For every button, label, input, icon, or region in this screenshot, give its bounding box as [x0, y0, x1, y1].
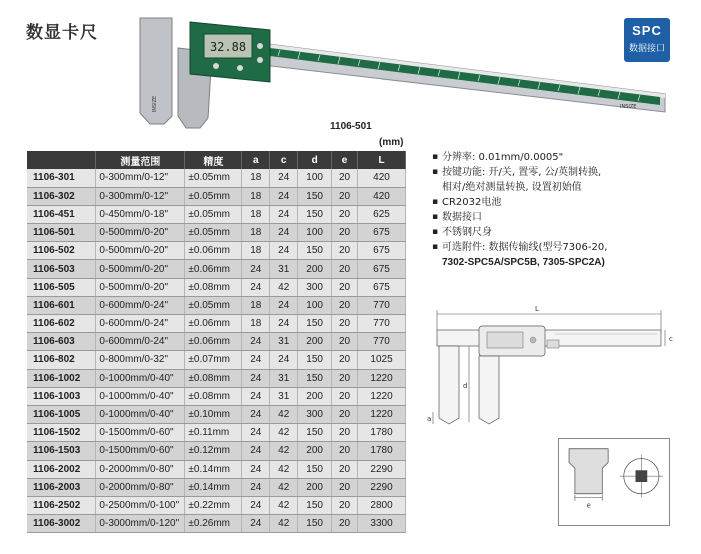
cell-e: 20: [332, 405, 358, 423]
cell-range: 0-600mm/0-24": [96, 315, 185, 333]
display-reading: 32.88: [209, 40, 247, 54]
table-row: [27, 351, 406, 369]
table-row: [27, 169, 406, 187]
header-accuracy: 精度: [185, 151, 242, 169]
product-model-label: 1106-501: [330, 121, 372, 132]
cell-c: 31: [270, 369, 298, 387]
cell-range: 0-1000mm/0-40": [96, 405, 185, 423]
cell-e: 20: [332, 296, 358, 314]
cell-model: 1106-301: [27, 169, 96, 187]
cell-model: 1106-601: [27, 296, 96, 314]
cell-d: 150: [298, 242, 332, 260]
cell-a: 24: [242, 333, 270, 351]
cell-model: 1106-2502: [27, 496, 96, 514]
cell-model: 1106-1502: [27, 424, 96, 442]
cell-c: 24: [270, 242, 298, 260]
cell-d: 200: [298, 333, 332, 351]
cell-accuracy: ±0.22mm: [185, 496, 242, 514]
cell-e: 20: [332, 496, 358, 514]
cell-a: 18: [242, 187, 270, 205]
cell-d: 150: [298, 205, 332, 223]
cell-c: 42: [270, 405, 298, 423]
cell-d: 150: [298, 515, 332, 533]
cell-d: 100: [298, 224, 332, 242]
cell-a: 24: [242, 278, 270, 296]
cell-e: 20: [332, 333, 358, 351]
cell-model: 1106-302: [27, 187, 96, 205]
cell-d: 150: [298, 496, 332, 514]
spc-badge-label: SPC: [632, 23, 662, 38]
cell-e: 20: [332, 442, 358, 460]
cell-c: 42: [270, 278, 298, 296]
cell-e: 20: [332, 460, 358, 478]
dim-label-d: d: [463, 382, 468, 390]
cell-l: 2800: [358, 496, 406, 514]
cell-a: 18: [242, 205, 270, 223]
cell-a: 24: [242, 405, 270, 423]
cell-l: 675: [358, 278, 406, 296]
cell-model: 1106-1503: [27, 442, 96, 460]
cell-accuracy: ±0.08mm: [185, 278, 242, 296]
cell-range: 0-1000mm/0-40": [96, 369, 185, 387]
cell-e: 20: [332, 169, 358, 187]
feature-list: [432, 150, 697, 270]
table-row: [27, 260, 406, 278]
page-title: 数显卡尺: [26, 23, 98, 43]
spec-table-body: [27, 169, 406, 533]
feature-item-accessory-cont: 7302-SPC5A/SPC5B, 7305-SPC2A): [442, 257, 605, 268]
cell-c: 24: [270, 224, 298, 242]
table-row: [27, 333, 406, 351]
cell-e: 20: [332, 351, 358, 369]
cell-l: 770: [358, 296, 406, 314]
spc-badge-sub: 数据接口: [628, 44, 665, 54]
cell-d: 150: [298, 351, 332, 369]
table-row: [27, 405, 406, 423]
cell-accuracy: ±0.05mm: [185, 187, 242, 205]
cell-model: 1106-503: [27, 260, 96, 278]
cell-e: 20: [332, 387, 358, 405]
jaw-detail-inset: [558, 438, 670, 526]
cell-d: 150: [298, 187, 332, 205]
cell-model: 1106-802: [27, 351, 96, 369]
table-row: [27, 387, 406, 405]
cell-c: 31: [270, 260, 298, 278]
cell-l: 1780: [358, 424, 406, 442]
cell-d: 200: [298, 387, 332, 405]
cell-range: 0-1000mm/0-40": [96, 387, 185, 405]
cell-d: 300: [298, 278, 332, 296]
cell-accuracy: ±0.06mm: [185, 260, 242, 278]
cell-c: 42: [270, 496, 298, 514]
cell-e: 20: [332, 424, 358, 442]
cell-accuracy: ±0.11mm: [185, 424, 242, 442]
cell-accuracy: ±0.06mm: [185, 242, 242, 260]
header-model: [27, 151, 96, 169]
cell-range: 0-2000mm/0-80": [96, 478, 185, 496]
cell-range: 0-2500mm/0-100": [96, 496, 185, 514]
cell-l: 770: [358, 315, 406, 333]
cell-e: 20: [332, 369, 358, 387]
cell-d: 300: [298, 405, 332, 423]
cell-c: 24: [270, 187, 298, 205]
cell-model: 1106-602: [27, 315, 96, 333]
cell-range: 0-500mm/0-20": [96, 224, 185, 242]
cell-accuracy: ±0.14mm: [185, 478, 242, 496]
cell-d: 150: [298, 369, 332, 387]
cell-a: 18: [242, 224, 270, 242]
table-row: [27, 369, 406, 387]
cell-a: 24: [242, 351, 270, 369]
table-row: [27, 224, 406, 242]
cell-model: 1106-501: [27, 224, 96, 242]
cell-range: 0-300mm/0-12": [96, 169, 185, 187]
dim-label-a: a: [427, 415, 432, 423]
cell-c: 24: [270, 351, 298, 369]
cell-e: 20: [332, 260, 358, 278]
cell-model: 1106-502: [27, 242, 96, 260]
cell-range: 0-1500mm/0-60": [96, 424, 185, 442]
cell-l: 770: [358, 333, 406, 351]
cell-c: 24: [270, 205, 298, 223]
cell-a: 18: [242, 315, 270, 333]
cell-c: 42: [270, 478, 298, 496]
cell-l: 1780: [358, 442, 406, 460]
spec-table: [27, 151, 406, 533]
cell-range: 0-3000mm/0-120": [96, 515, 185, 533]
header-a: a: [242, 151, 270, 169]
header-range: 测量范围: [96, 151, 185, 169]
cell-accuracy: ±0.14mm: [185, 460, 242, 478]
cell-c: 31: [270, 387, 298, 405]
cell-accuracy: ±0.26mm: [185, 515, 242, 533]
dimension-diagram: [425, 300, 693, 435]
cell-d: 200: [298, 260, 332, 278]
cell-c: 42: [270, 424, 298, 442]
cell-l: 675: [358, 224, 406, 242]
cell-a: 24: [242, 496, 270, 514]
cell-d: 100: [298, 169, 332, 187]
table-row: [27, 205, 406, 223]
cell-e: 20: [332, 315, 358, 333]
cell-a: 24: [242, 260, 270, 278]
table-row: [27, 460, 406, 478]
cell-model: 1106-1005: [27, 405, 96, 423]
cell-model: 1106-1003: [27, 387, 96, 405]
cell-range: 0-500mm/0-20": [96, 278, 185, 296]
feature-item-buttons: ▪ 按键功能: 开/关, 置零, 公/英制转换,: [432, 165, 697, 180]
table-row: [27, 315, 406, 333]
cell-l: 675: [358, 260, 406, 278]
cell-c: 42: [270, 442, 298, 460]
cell-l: 2290: [358, 460, 406, 478]
cell-a: 18: [242, 169, 270, 187]
cell-range: 0-300mm/0-12": [96, 187, 185, 205]
cell-model: 1106-2002: [27, 460, 96, 478]
cell-e: 20: [332, 224, 358, 242]
cell-a: 24: [242, 424, 270, 442]
cell-l: 625: [358, 205, 406, 223]
cell-l: 420: [358, 187, 406, 205]
cell-d: 150: [298, 315, 332, 333]
cell-c: 42: [270, 515, 298, 533]
dim-label-c: c: [669, 335, 673, 343]
cell-e: 20: [332, 278, 358, 296]
feature-item-accessory: ▪ 可选附件: 数据传输线(型号7306-20,: [432, 240, 697, 255]
cell-accuracy: ±0.08mm: [185, 387, 242, 405]
cell-l: 1025: [358, 351, 406, 369]
cell-e: 20: [332, 478, 358, 496]
cell-model: 1106-1002: [27, 369, 96, 387]
cell-a: 18: [242, 242, 270, 260]
cell-l: 3300: [358, 515, 406, 533]
cell-e: 20: [332, 515, 358, 533]
cell-c: 24: [270, 315, 298, 333]
cell-d: 200: [298, 442, 332, 460]
cell-c: 31: [270, 333, 298, 351]
cell-range: 0-1500mm/0-60": [96, 442, 185, 460]
cell-c: 42: [270, 460, 298, 478]
cell-a: 24: [242, 460, 270, 478]
cell-l: 1220: [358, 369, 406, 387]
table-row: [27, 278, 406, 296]
cell-range: 0-800mm/0-32": [96, 351, 185, 369]
cell-accuracy: ±0.08mm: [185, 369, 242, 387]
header-c: c: [270, 151, 298, 169]
cell-accuracy: ±0.05mm: [185, 296, 242, 314]
cell-a: 24: [242, 515, 270, 533]
feature-item-battery: ▪ CR2032电池: [432, 195, 697, 210]
cell-range: 0-600mm/0-24": [96, 296, 185, 314]
cell-l: 2290: [358, 478, 406, 496]
cell-accuracy: ±0.10mm: [185, 405, 242, 423]
feature-item-steel: ▪ 不锈钢尺身: [432, 225, 697, 240]
cell-model: 1106-2003: [27, 478, 96, 496]
cell-a: 24: [242, 442, 270, 460]
cell-l: 420: [358, 169, 406, 187]
cell-range: 0-2000mm/0-80": [96, 460, 185, 478]
cell-l: 1220: [358, 387, 406, 405]
cell-accuracy: ±0.05mm: [185, 205, 242, 223]
cell-d: 150: [298, 460, 332, 478]
cell-c: 24: [270, 169, 298, 187]
cell-accuracy: ±0.05mm: [185, 224, 242, 242]
feature-item-resolution: ▪ 分辨率: 0.01mm/0.0005": [432, 150, 697, 165]
table-row: [27, 296, 406, 314]
cell-range: 0-600mm/0-24": [96, 333, 185, 351]
table-row: [27, 478, 406, 496]
cell-accuracy: ±0.05mm: [185, 169, 242, 187]
cell-accuracy: ±0.12mm: [185, 442, 242, 460]
cell-e: 20: [332, 187, 358, 205]
table-row: [27, 515, 406, 533]
cell-l: 675: [358, 242, 406, 260]
cell-e: 20: [332, 242, 358, 260]
table-row: [27, 242, 406, 260]
cell-a: 24: [242, 387, 270, 405]
cell-model: 1106-451: [27, 205, 96, 223]
cell-d: 150: [298, 424, 332, 442]
table-row: [27, 442, 406, 460]
table-row: [27, 496, 406, 514]
cell-c: 24: [270, 296, 298, 314]
cell-d: 100: [298, 296, 332, 314]
cell-l: 1220: [358, 405, 406, 423]
cell-a: 24: [242, 369, 270, 387]
cell-range: 0-500mm/0-20": [96, 260, 185, 278]
spec-table-header: [27, 151, 406, 169]
cell-range: 0-500mm/0-20": [96, 242, 185, 260]
header-e: e: [332, 151, 358, 169]
feature-item-buttons-cont: 相对/绝对测量转换, 设置初始值: [442, 182, 582, 193]
brand-text-beam: INSIZE: [620, 104, 637, 110]
cell-accuracy: ±0.07mm: [185, 351, 242, 369]
table-row: [27, 424, 406, 442]
cell-a: 18: [242, 296, 270, 314]
caliper-product-image: [120, 8, 675, 133]
cell-d: 200: [298, 478, 332, 496]
cell-a: 24: [242, 478, 270, 496]
table-row: [27, 187, 406, 205]
cell-accuracy: ±0.06mm: [185, 315, 242, 333]
cell-model: 1106-603: [27, 333, 96, 351]
dim-label-e: e: [586, 501, 591, 510]
cell-model: 1106-3002: [27, 515, 96, 533]
cell-e: 20: [332, 205, 358, 223]
header-d: d: [298, 151, 332, 169]
unit-note: (mm): [379, 137, 404, 148]
dim-label-l: L: [535, 305, 539, 313]
cell-accuracy: ±0.06mm: [185, 333, 242, 351]
feature-item-data-port: ▪ 数据接口: [432, 210, 697, 225]
header-l: L: [358, 151, 406, 169]
cell-model: 1106-505: [27, 278, 96, 296]
brand-text-jaw: INSIZE: [152, 95, 158, 113]
cell-range: 0-450mm/0-18": [96, 205, 185, 223]
